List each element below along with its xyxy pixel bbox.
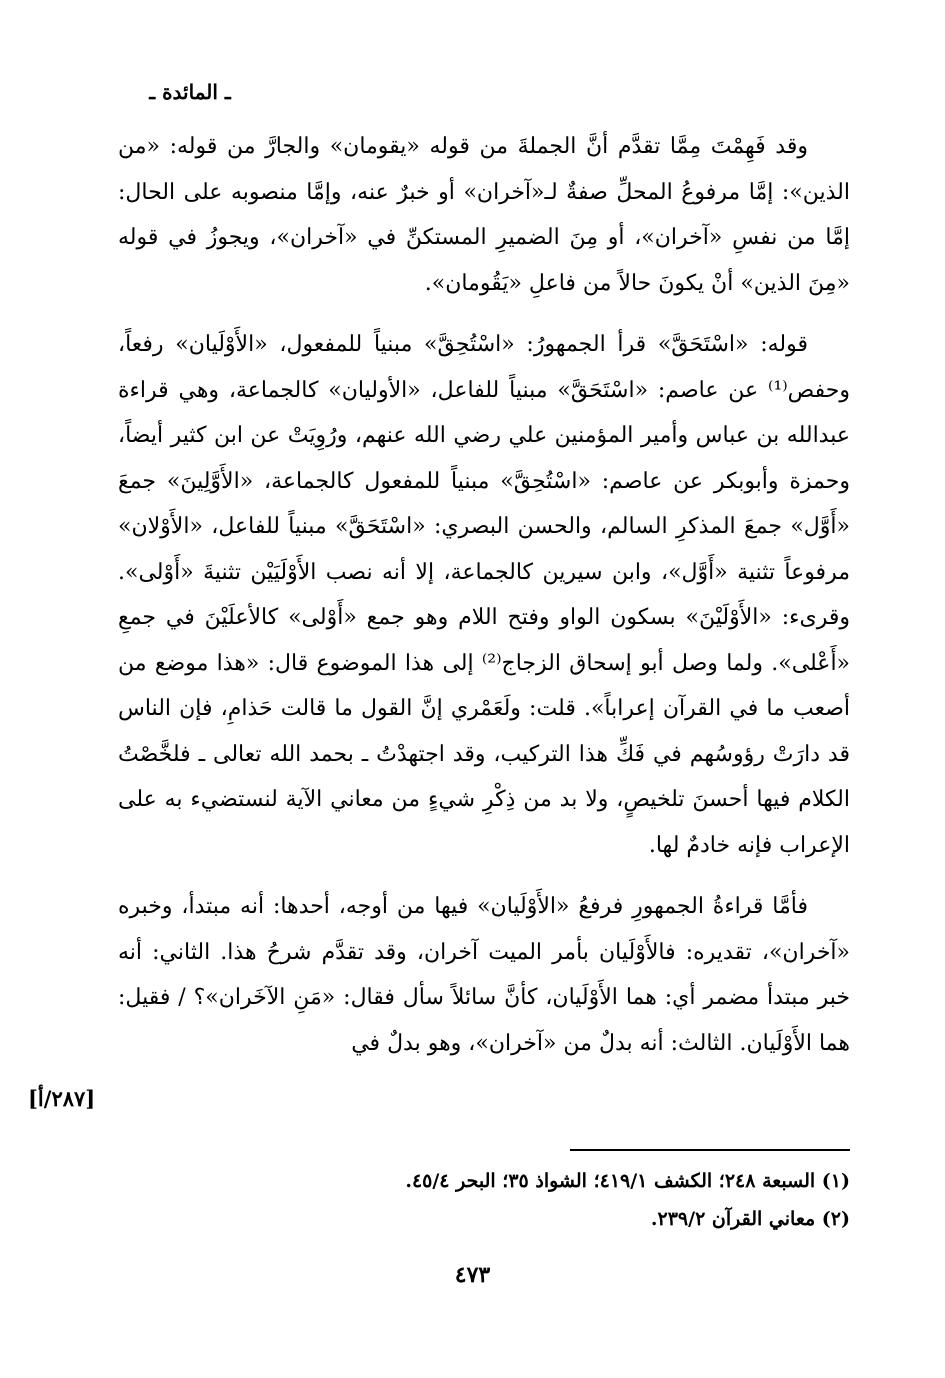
paragraph-3: فأمَّا قراءةُ الجمهورِ فرفعُ «الأَوْلَيان» فيها من أوجه، أحدها: أنه مبتدأ، وخبره «آخران»، تقديره: فالأَوْلَيان بأمر الميت آخران، وقد تقدَّم شرحُ هذا. الثاني: أنه خبر مبتدأ مضمر أي: هما الأَوْلَيان، كأنَّ سائلاً سأل فقال: «مَنِ الآخَران»؟ / فقيل: هما الأَوْلَيان. الثالث: أنه بدلٌ من «آخران»، وهو بدلٌ في (118, 894, 850, 1056)
main-text (118, 124, 850, 1066)
footnote-2: (٢) معاني القرآن ٢٣٩/٢. (650, 1208, 850, 1230)
footnote-separator (570, 1149, 850, 1151)
page-number: ٤٧٣ (454, 1262, 491, 1288)
paragraph-1: وقد فَهِمْتَ مِمَّا تقدَّم أنَّ الجملةَ من قوله «يقومان» والجارَّ من قوله: «من الذين»: إمَّا مرفوعُ المحلِّ صفةٌ لـ«آخران» أو خبرٌ عنه، وإمَّا منصوبه على الحال: إمَّا من نفسِ «آخران»، أو مِنَ الضميرِ المستكنِّ في «آخران»، ويجوزُ في قوله «مِنَ الذين» أنْ يكونَ حالاً من فاعلِ «يَقُومان». (118, 134, 850, 296)
manuscript-folio-reference: [٢٨٧/أ] (28, 1086, 96, 1111)
footnote-1: (١) السبعة ٢٤٨؛ الكشف ٤١٩/١؛ الشواذ ٣٥؛ البحر ٤٥/٤. (405, 1170, 850, 1192)
running-header: ـ المائدة ـ (149, 80, 231, 104)
paragraph-2: قوله: «اسْتَحَقَّ» قرأ الجمهورُ: «اسْتُحِقَّ» مبنياً للمفعول، «الأَوْلَيان» رفعاً، وحفص⁽¹⁾ عن عاصم: «اسْتَحَقَّ» مبنياً للفاعل، «الأوليان» كالجماعة، وهي قراءة عبدالله بن عباس وأمير المؤمنين علي رضي الله عنهم، ورُوِيَتْ عن ابن كثير أيضاً، وحمزة وأبوبكر عن عاصم: «اسْتُحِقَّ» مبنياً للمفعول كالجماعة، «الأَوَّلِينَ» جمعَ «أَوَّل» جمعَ المذكرِ السالم، والحسن البصري: «اسْتَحَقَّ» مبنياً للفاعل، «الأَوْلان» مرفوعاً تثنية «أَوَّل»، وابن سيرين كالجماعة، إلا أنه نصب الأَوْلَيَيْن تثنيةَ «أَوْلى». وقرىء: «الأَوْلَيْنَ» بسكون الواو وفتح اللام وهو جمع «أَوْلى» كالأعلَيْنَ في جمعِ «أَعْلى». ولما وصل أبو إسحاق الزجاج⁽²⁾ إلى هذا الموضوع قال: «هذا موضع من أصعب ما في القرآن إعراباً». قلت: ولَعَمْري إنَّ القول ما قالت حَذامِ، فإن الناس قد دارَتْ رؤوسُهم في فَكِّ هذا التركيب، وقد اجتهدْتُ ـ بحمد الله تعالى ـ فلخَّصْتُ الكلام فيها أحسنَ تلخيصٍ، ولا بد من ذِكْرِ شيءٍ من معاني الآية لنستضيء به على الإعراب فإنه خادمٌ لها. (118, 332, 851, 858)
footnotes (115, 1162, 850, 1238)
